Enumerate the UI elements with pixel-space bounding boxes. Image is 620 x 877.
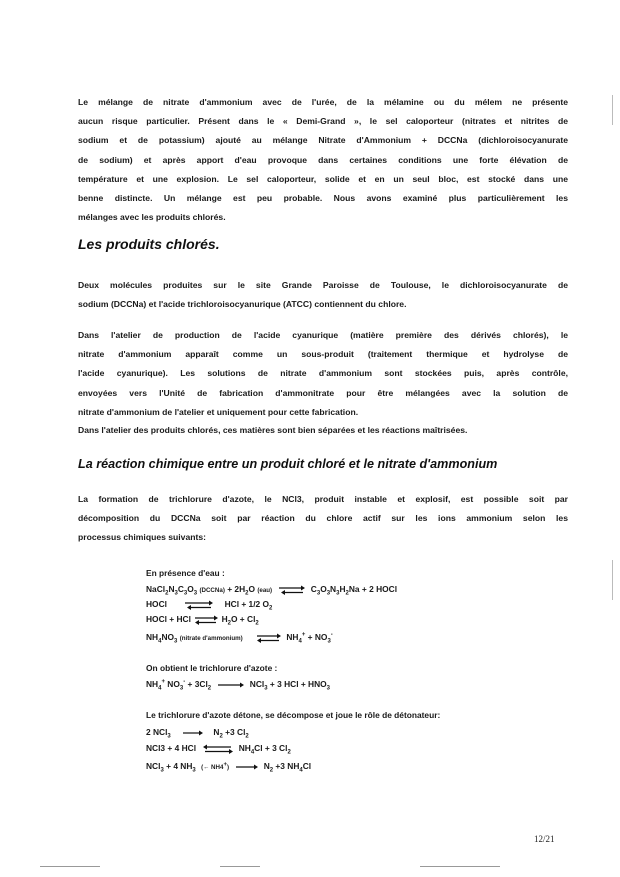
paragraph-formation	[78, 490, 568, 548]
equilibrium-arrow-icon	[255, 632, 281, 644]
paragraph-line: nitrate d'ammonium de l'atelier et uniquement pour cette fabrication.	[78, 406, 359, 417]
eq1-left-note: (DCCNa)	[199, 587, 225, 595]
equation-4	[146, 632, 333, 644]
eq6-left: 2 NCl$_3$	[146, 727, 171, 740]
eq5-right: NCl$_3$ + 3 HCl + $HNO_3$	[249, 679, 331, 692]
eq7-right: $NH_4Cl + 3$ $Cl_2$	[238, 743, 291, 756]
equilibrium-arrow-icon	[194, 614, 218, 626]
heading-chemical-reaction: La réaction chimique entre un produit chloré et le nitrate d'ammonium	[78, 457, 498, 471]
paragraph-line: Dans l'atelier des produits chlorés, ces matières sont bien séparées et les réactions maîtrisées.	[78, 425, 468, 436]
forward-arrow-icon	[181, 729, 203, 737]
detonator-section-title: Le trichlorure d'azote détone, se décompose et joue le rôle de détonateur:	[146, 710, 441, 720]
eq6-right: $N_2 +3$ $Cl_2$	[213, 727, 249, 740]
eq2-right: HCl + 1/2 $O_2$	[224, 599, 273, 612]
paragraph-line: sodium et de potassium) ajouté au mélange Nitrate d'Ammonium + DCCNa (dichloroisocyanurate	[78, 135, 568, 146]
paragraph-line: mélanges avec les produits chlorés.	[78, 212, 226, 223]
scan-footer-mark	[420, 866, 500, 867]
eq8-left: NCl$_3$ + 4 $NH_3$	[146, 761, 196, 774]
paragraph-line: Le mélange de nitrate d'ammonium avec de l'urée, de la mélamine ou du mélem ne présente	[78, 97, 568, 107]
forward-arrow-icon	[216, 681, 244, 689]
scan-edge-mark	[612, 95, 613, 125]
eq1-plus-note: (eau)	[257, 587, 273, 595]
equation-3	[146, 614, 259, 626]
forward-arrow-icon	[234, 763, 258, 771]
eq4-left-note: (nitrate d'ammonium)	[179, 635, 243, 643]
scan-footer-mark	[40, 866, 100, 867]
eq4-right: $NH_4^+ + NO_3^-$	[286, 632, 333, 645]
eq1-left: $NaCl_2N_3C_3O_3$	[146, 584, 198, 597]
eq1-plus: + $2H_2O$	[227, 584, 255, 597]
equilibrium-arrow-icon	[179, 599, 219, 611]
heading-chlorinated-products: Les produits chlorés.	[78, 236, 220, 252]
paragraph-molecules	[78, 276, 568, 314]
paragraph-line: l'acide cyanurique). Les solutions de nitrate d'ammonium sont stockées puis, après contrôle,	[78, 368, 568, 379]
water-section-title: En présence d'eau :	[146, 568, 225, 578]
eq8-note: (← NH4+)	[201, 761, 230, 771]
equation-8	[146, 761, 311, 773]
eq8-right: $N_2 +3$ $NH_4Cl$	[263, 761, 312, 774]
paragraph-line: aucun risque particulier. Présent dans le « Demi-Grand », le sel caloporteur (nitrates et nitrites de	[78, 116, 568, 127]
equilibrium-arrow-icon	[277, 584, 305, 596]
equation-1	[146, 584, 397, 596]
paragraph-line: température et une explosion. Le sel caloporteur, solide et en un seul bloc, est stocké dans une	[78, 173, 568, 184]
paragraph-line: envoyées vers l'Unité de fabrication d'ammonitrate pour être mélangées avec la solution de	[78, 387, 568, 398]
eq5-left: $NH_4^+$ $NO_3^- + 3Cl_2$	[146, 679, 212, 692]
paragraph-line: La formation de trichlorure d'azote, le NCl3, produit instable et explosif, est possible soit par	[78, 494, 568, 504]
eq3-right: $H_2O + Cl_2$	[221, 614, 259, 627]
paragraph-line: processus chimiques suivants:	[78, 532, 206, 543]
ncl3-section-title: On obtient le trichlorure d'azote :	[146, 663, 278, 673]
paragraph-workshop	[78, 326, 568, 438]
paragraph-line: décomposition du DCCNa soit par réaction du chlore actif sur les ions ammonium selon les	[78, 513, 568, 524]
scan-footer-mark	[220, 866, 260, 867]
paragraph-line: nitrate d'ammonium apparaît comme un sous-produit (traitement thermique et hydrolyse de	[78, 349, 568, 360]
equation-2	[146, 599, 272, 611]
page-number: 12/21	[534, 834, 555, 844]
paragraph-line: Dans l'atelier de production de l'acide cyanurique (matière première des dérivés chlorés), le	[78, 330, 568, 340]
equation-6	[146, 727, 249, 738]
equilibrium-arrow-icon	[201, 743, 233, 755]
eq2-left: HOCl	[146, 599, 167, 610]
paragraph-line: sodium (DCCNa) et l'acide trichloroisocyanurique (ATCC) contiennent du chlore.	[78, 299, 407, 310]
scan-edge-mark	[612, 560, 613, 600]
paragraph-line: benne distincte. Un mélange est peu probable. Nous avons examiné plus particulièrement les	[78, 193, 568, 204]
eq1-right: $C_3O_3N_3H_2Na + 2$ HOCl	[310, 584, 398, 597]
equation-7	[146, 743, 291, 755]
intro-paragraph	[78, 93, 568, 227]
equation-5	[146, 679, 330, 690]
paragraph-line: Deux molécules produites sur le site Grande Paroisse de Toulouse, le dichloroisocyanurate de	[78, 280, 568, 290]
paragraph-line: de sodium) et après apport d'eau provoque dans certaines conditions une forte élévation de	[78, 154, 568, 165]
eq7-left: NCl3 + 4 HCl	[146, 743, 197, 754]
eq3-left: HOCl + HCl	[146, 614, 191, 625]
eq4-left: $NH_4NO_3$	[146, 632, 178, 645]
